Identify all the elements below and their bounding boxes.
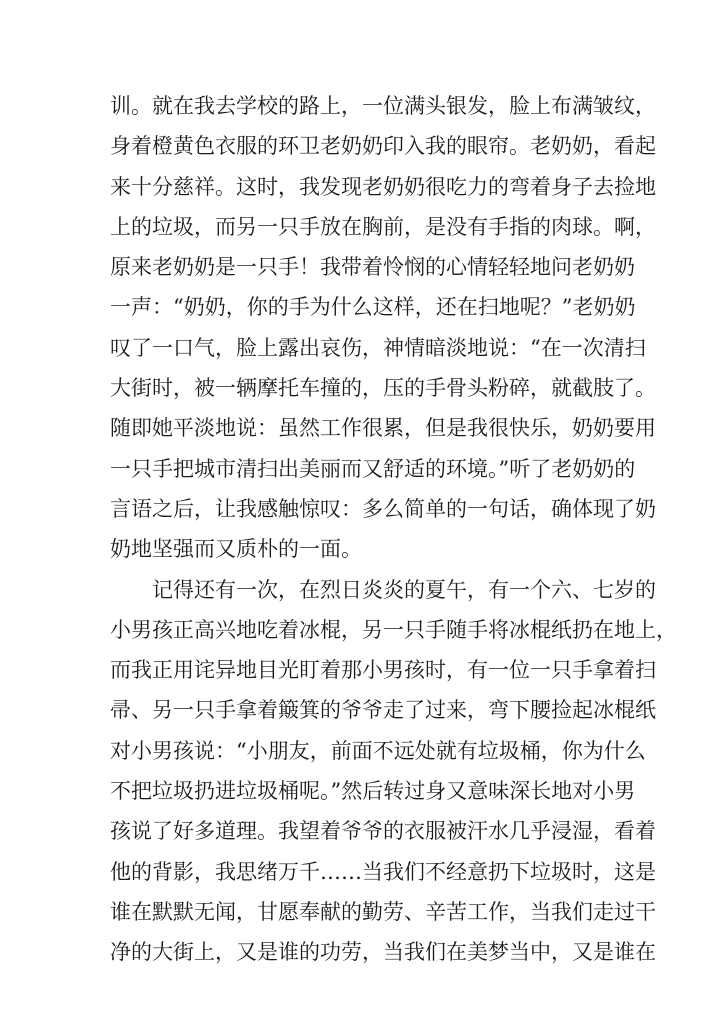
- text-line: 训。就在我去学校的路上，一位满头银发，脸上布满皱纹，: [110, 94, 656, 118]
- text-line: 帚、另一只手拿着簸箕的爷爷走了过来，弯下腰捡起冰棍纸: [110, 698, 656, 723]
- text-line: 而我正用诧异地目光盯着那小男孩时，有一位一只手拿着扫: [110, 658, 656, 683]
- text-line: 谁在默默无闻，甘愿奉献的勤劳、辛苦工作，当我们走过干: [110, 899, 656, 924]
- text-line: 一只手把城市清扫出美丽而又舒适的环境。”听了老奶奶的: [110, 456, 636, 481]
- text-line: 原来老奶奶是一只手！我带着怜悯的心情轻轻地问老奶奶: [110, 255, 635, 280]
- paragraph-2: [110, 570, 677, 973]
- document-body: [110, 86, 677, 973]
- text-line: 对小男孩说：“小朋友，前面不远处就有垃圾桶，你为什么: [110, 738, 646, 763]
- text-line: 大街时，被一辆摩托车撞的，压的手骨头粉碎，就截肢了。: [110, 376, 656, 401]
- text-line: 随即她平淡地说：虽然工作很累，但是我很快乐，奶奶要用: [110, 416, 656, 441]
- text-line: 一声：“奶奶，你的手为什么这样，还在扫地呢？”老奶奶: [110, 295, 636, 320]
- text-line: 孩说了好多道理。我望着爷爷的衣服被汗水几乎浸湿，看着: [110, 819, 656, 844]
- text-line: 奶地坚强而又质朴的一面。: [110, 537, 362, 562]
- text-line: 言语之后，让我感触惊叹：多么简单的一句话，确体现了奶: [110, 496, 656, 521]
- text-line: 叹了一口气，脸上露出哀伤，神情暗淡地说：“在一次清扫: [110, 335, 646, 360]
- text-line: 来十分慈祥。这时，我发现老奶奶很吃力的弯着身子去捡地: [110, 174, 656, 199]
- text-line: 他的背影，我思绪万千……当我们不经意扔下垃圾时，这是: [110, 859, 656, 884]
- text-line: 不把垃圾扔进垃圾桶呢。”然后转过身又意味深长地对小男: [110, 779, 636, 804]
- text-line: 上的垃圾，而另一只手放在胸前，是没有手指的肉球。啊，: [110, 214, 656, 239]
- paragraph-1: [110, 86, 656, 570]
- text-line: 小男孩正高兴地吃着冰棍，另一只手随手将冰棍纸扔在地上，: [110, 617, 677, 642]
- text-line: 净的大街上，又是谁的功劳，当我们在美梦当中，又是谁在: [110, 940, 656, 965]
- text-line: 身着橙黄色衣服的环卫老奶奶印入我的眼帘。老奶奶，看起: [110, 134, 656, 159]
- text-line: 记得还有一次，在烈日炎炎的夏午，有一个六、七岁的: [152, 577, 656, 602]
